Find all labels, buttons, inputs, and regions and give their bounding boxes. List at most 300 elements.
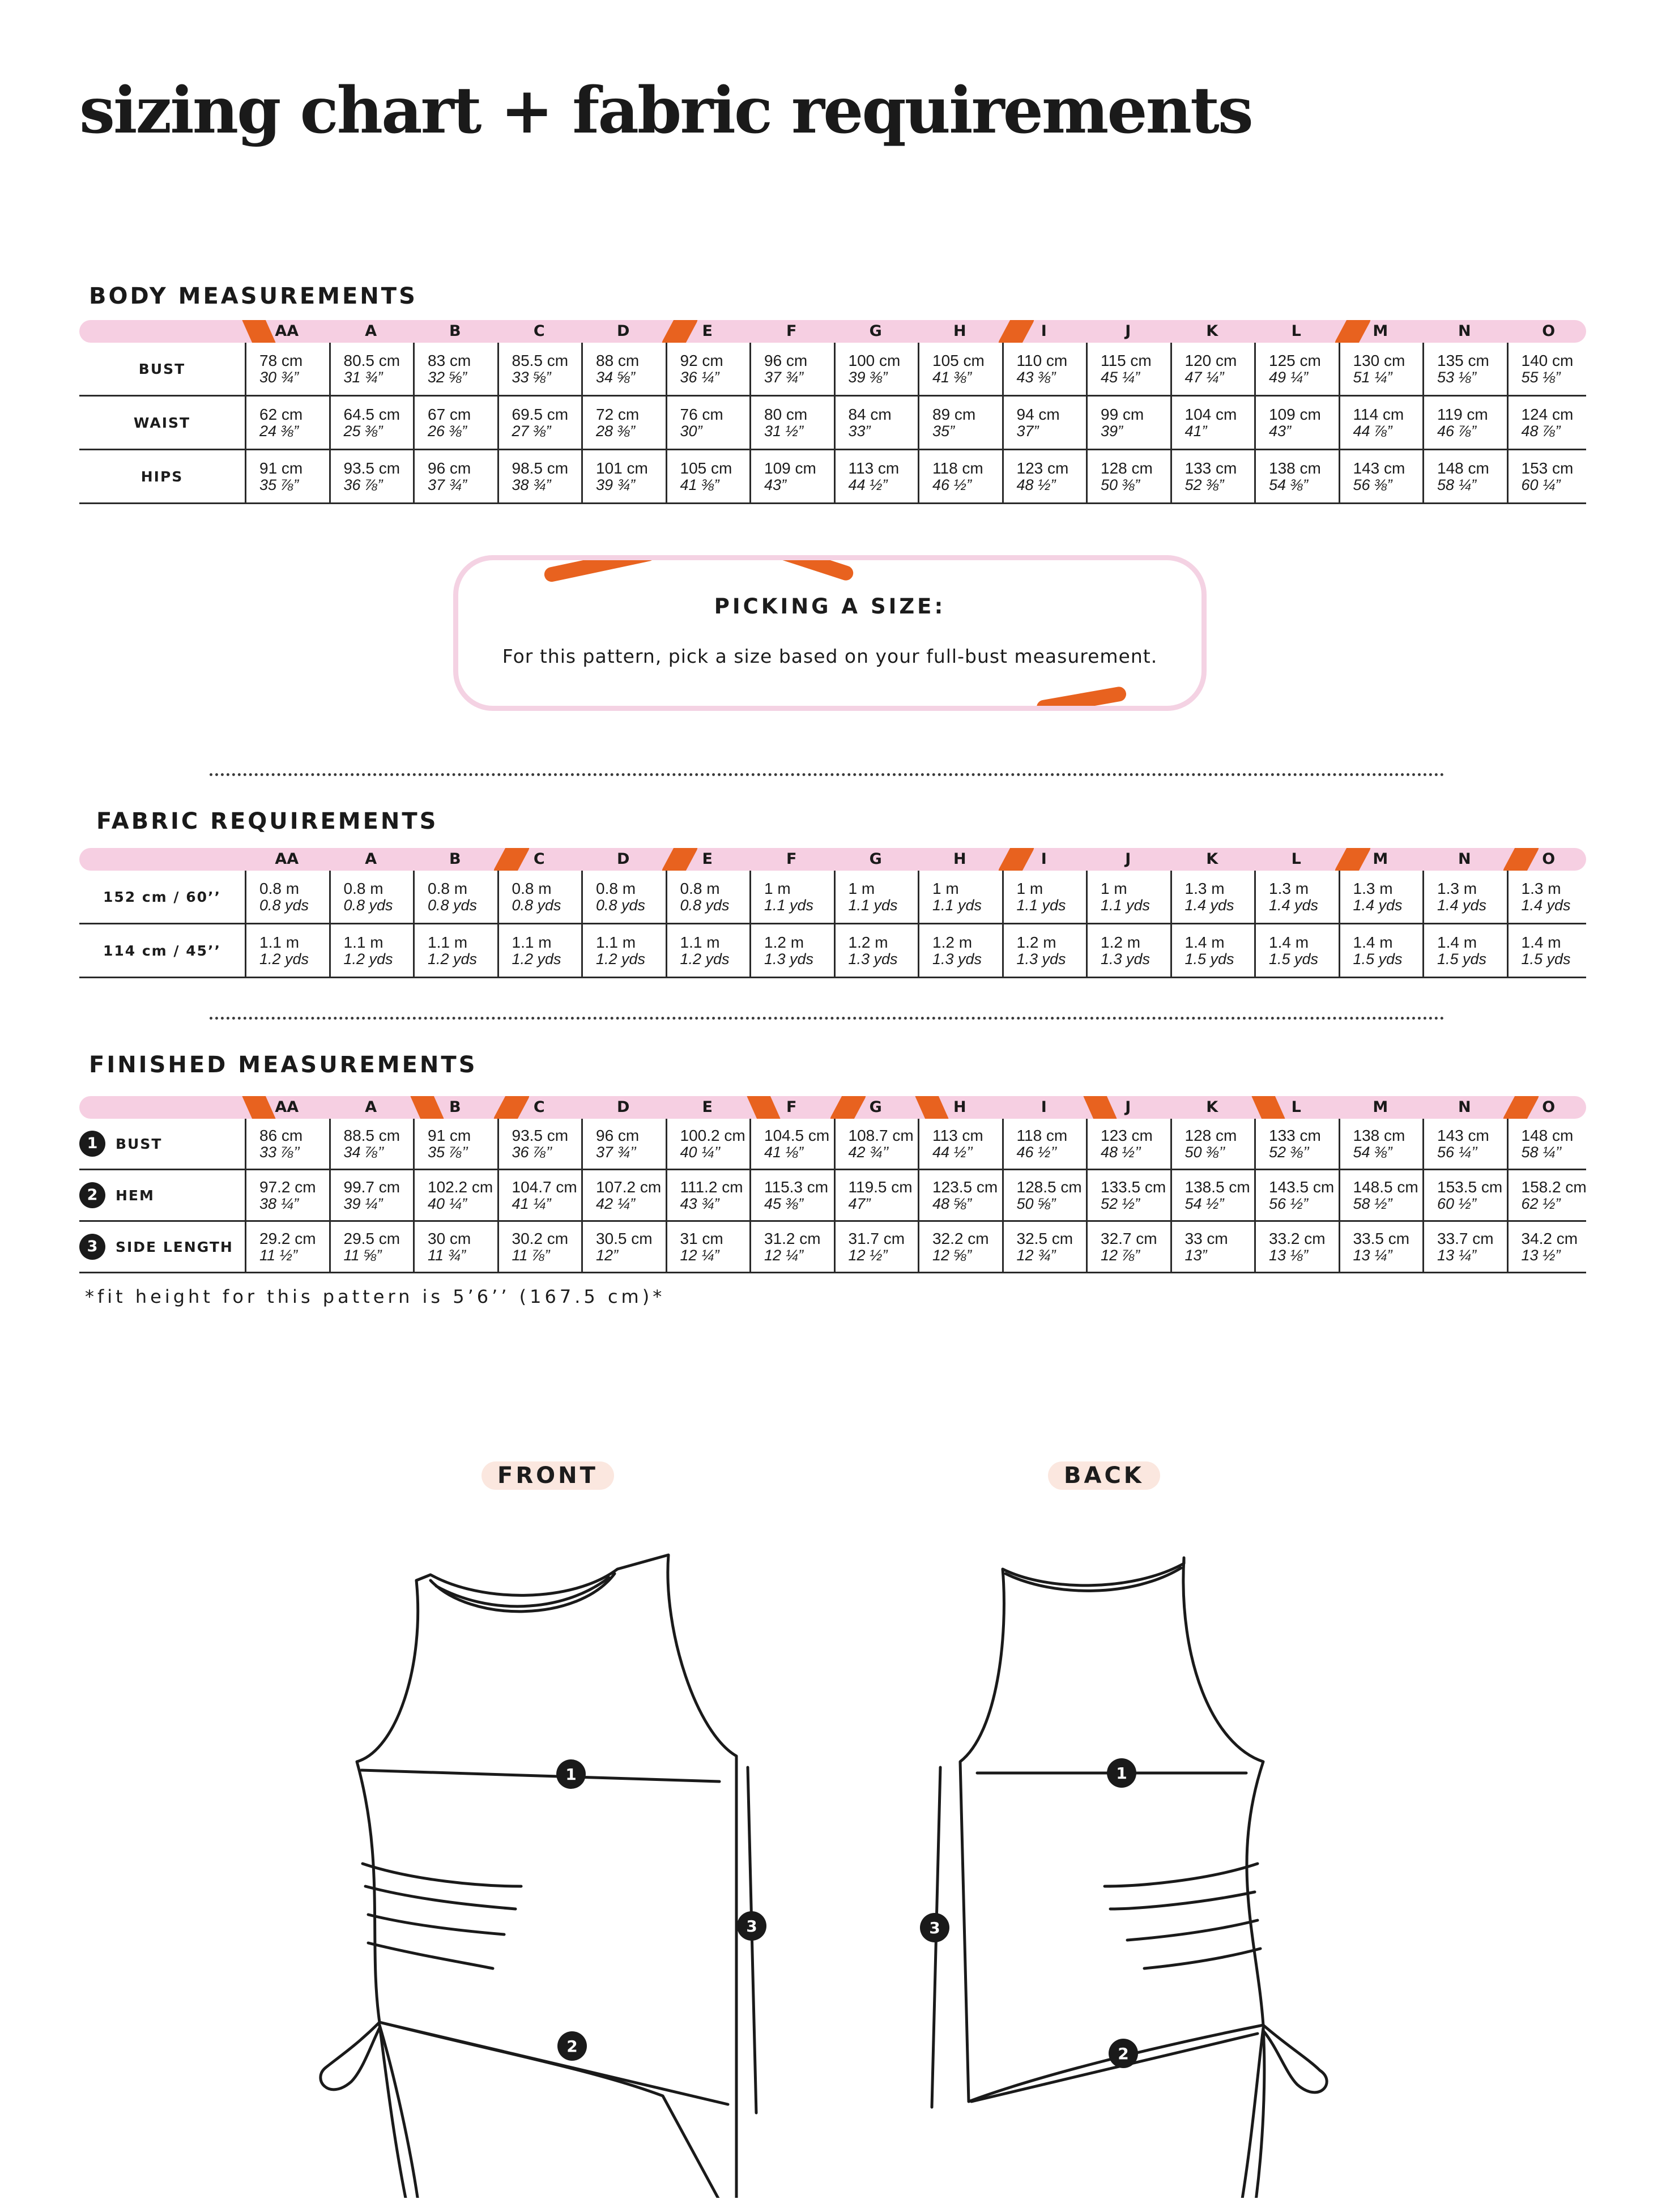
imperial-value: 52 ½” [1101,1195,1140,1212]
body-measurements-table [79,320,1586,504]
metric-value: 110 cm [1016,352,1068,369]
metric-value: 97.2 cm [259,1178,316,1196]
metric-value: 31 cm [680,1230,723,1247]
imperial-value: 43” [1269,423,1292,440]
imperial-value: 1.2 yds [512,951,561,968]
imperial-value: 39 ⅜” [848,369,888,386]
measurement-cell [1422,450,1507,502]
measurement-cell [834,450,918,502]
metric-value: 1.1 m [680,934,720,951]
imperial-value: 52 ⅜” [1184,476,1224,493]
measurement-cell [1339,1170,1423,1220]
decorative-swoosh [1036,685,1127,711]
measurement-cell [918,1222,1002,1272]
metric-value: 32.2 cm [932,1230,989,1247]
imperial-value: 0.8 yds [512,897,561,914]
table-row [79,871,1586,924]
measurement-cell [666,397,750,449]
metric-value: 99 cm [1101,406,1144,423]
measurement-cell [1254,1170,1339,1220]
imperial-value: 34 ⅞’’ [343,1144,384,1161]
imperial-value: 25 ⅜” [343,423,383,440]
size-label: AA [275,322,299,340]
size-label: F [786,1098,797,1116]
measurement-cell [1422,343,1507,395]
front-view-label: FRONT [482,1461,614,1490]
size-label: G [869,322,882,340]
metric-value: 83 cm [428,352,471,369]
size-label: B [449,1098,461,1116]
size-label: C [533,1098,545,1116]
measurement-cell [581,1119,666,1169]
metric-value: 0.8 m [680,880,720,897]
imperial-value: 13 ¼” [1437,1247,1477,1264]
metric-value: 1.1 m [596,934,636,951]
metric-value: 104 cm [1184,406,1237,423]
metric-value: 31.7 cm [848,1230,905,1247]
imperial-value: 48 ⅝” [932,1195,972,1212]
metric-value: 138 cm [1269,459,1321,477]
measurement-cell [834,343,918,395]
measurement-cell [1170,1222,1255,1272]
row-label-text: 114 cm / 45’’ [103,942,221,959]
imperial-value: 12 ⅝” [932,1247,972,1264]
metric-value: 96 cm [428,459,471,477]
imperial-value: 1.2 yds [259,951,309,968]
metric-value: 153 cm [1521,459,1574,477]
row-label [79,397,245,449]
metric-value: 1 m [848,880,875,897]
measurement-cell [1170,397,1255,449]
measurement-cell [749,1119,834,1169]
measurement-cell [1254,450,1339,502]
metric-value: 0.8 m [259,880,300,897]
imperial-value: 1.4 yds [1269,897,1319,914]
measurement-cell [834,1119,918,1169]
imperial-value: 41 ¼” [512,1195,551,1212]
measurement-cell [1422,1119,1507,1169]
hem-marker-number: 2 [566,2037,578,2056]
picking-a-size-title: PICKING A SIZE: [714,594,946,619]
imperial-value: 31 ½” [764,423,804,440]
dotted-divider [210,1017,1445,1020]
metric-value: 115 cm [1101,352,1152,369]
metric-value: 119 cm [1437,406,1488,423]
measurement-cell [1422,397,1507,449]
imperial-value: 12 ¼” [764,1247,804,1264]
measurement-cell [1507,450,1591,502]
measurement-cell [1086,871,1170,923]
imperial-value: 1.3 yds [764,951,814,968]
metric-value: 1.3 m [1269,880,1309,897]
metric-value: 64.5 cm [343,406,400,423]
metric-value: 120 cm [1184,352,1237,369]
measurement-cell [581,871,666,923]
table-row [79,924,1586,978]
imperial-value: 34 ⅝” [596,369,636,386]
size-header-bar [79,848,1586,871]
size-label: A [365,322,377,340]
row-label-text: BUST [138,360,186,377]
imperial-value: 44 ⅞” [1353,423,1392,440]
imperial-value: 46 ½” [932,476,972,493]
measurement-cell [1254,1222,1339,1272]
imperial-value: 30 ¾” [259,369,299,386]
size-label: E [702,850,713,868]
imperial-value: 54 ½” [1184,1195,1224,1212]
measurement-cell [1422,1222,1507,1272]
measurement-cell [329,343,414,395]
imperial-value: 35 ⅞” [259,476,299,493]
metric-value: 78 cm [259,352,303,369]
measurement-cell [245,871,329,923]
imperial-value: 37 ¾” [428,476,467,493]
imperial-value: 1.5 yds [1269,951,1319,968]
size-label: G [869,1098,882,1116]
measurement-cell [1002,871,1086,923]
metric-value: 86 cm [259,1127,303,1144]
metric-value: 1.4 m [1353,934,1393,951]
row-label-text: HEM [116,1187,155,1204]
measurement-cell [749,1170,834,1220]
metric-value: 124 cm [1521,406,1574,423]
imperial-value: 43” [764,476,787,493]
measurement-cell [413,450,497,502]
metric-value: 98.5 cm [512,459,569,477]
measurement-cell [245,1222,329,1272]
size-label: M [1373,850,1388,868]
imperial-value: 12 ⅞” [1101,1247,1140,1264]
row-label [79,1222,245,1272]
metric-value: 1.4 m [1184,934,1225,951]
measurement-cell [1170,871,1255,923]
imperial-value: 12” [596,1247,619,1264]
measurement-cell [1339,397,1423,449]
imperial-value: 1.5 yds [1353,951,1403,968]
measurement-cell [918,343,1002,395]
metric-value: 100 cm [848,352,901,369]
measurement-cell [497,397,582,449]
table-row [79,1222,1586,1273]
metric-value: 119.5 cm [848,1178,913,1196]
metric-value: 88 cm [596,352,640,369]
metric-value: 107.2 cm [596,1178,662,1196]
imperial-value: 42 ¼” [596,1195,636,1212]
imperial-value: 32 ⅝” [428,369,467,386]
imperial-value: 33 ⅞’’ [259,1144,300,1161]
size-label: H [953,850,966,868]
metric-value: 1.2 m [848,934,888,951]
measurement-cell [413,1170,497,1220]
size-label: A [365,850,377,868]
page-title: sizing chart + fabric requirements [79,74,1252,148]
imperial-value: 43 ¾” [680,1195,719,1212]
metric-value: 0.8 m [343,880,384,897]
metric-value: 85.5 cm [512,352,569,369]
imperial-value: 45 ⅜” [764,1195,804,1212]
imperial-value: 1.5 yds [1437,951,1487,968]
size-label: J [1125,322,1131,340]
measurement-cell [1086,397,1170,449]
size-label: N [1458,850,1471,868]
imperial-value: 0.8 yds [596,897,646,914]
metric-value: 123 cm [1016,459,1069,477]
metric-value: 29.2 cm [259,1230,316,1247]
metric-value: 128.5 cm [1016,1178,1082,1196]
table-row [79,1119,1586,1170]
measurement-cell [666,450,750,502]
measurement-cell [666,1222,750,1272]
row-label [79,450,245,502]
imperial-value: 41” [1184,423,1207,440]
imperial-value: 1.1 yds [1016,897,1066,914]
measurement-cell [245,924,329,977]
table-row [79,450,1586,504]
measurement-cell [749,871,834,923]
metric-value: 135 cm [1437,352,1489,369]
measurement-cell [1507,871,1591,923]
dotted-divider [210,773,1445,776]
imperial-value: 35 ⅞’’ [428,1144,468,1161]
imperial-value: 12 ½” [848,1247,888,1264]
measurement-cell [581,343,666,395]
measurement-cell [666,924,750,977]
imperial-value: 36 ⅞” [343,476,383,493]
imperial-value: 48 ½’’ [1101,1144,1141,1161]
imperial-value: 13 ⅛” [1269,1247,1309,1264]
metric-value: 31.2 cm [764,1230,821,1247]
picking-a-size-box [453,555,1207,711]
imperial-value: 41 ⅜” [680,476,719,493]
imperial-value: 41 ⅜” [932,369,972,386]
imperial-value: 37 ¾’’ [596,1144,637,1161]
measurement-cell [918,397,1002,449]
fit-height-note: *fit height for this pattern is 5’6’’ (167.5 cm)* [85,1286,666,1307]
size-header-bar [79,320,1586,343]
metric-value: 133 cm [1269,1127,1321,1144]
metric-value: 67 cm [428,406,471,423]
size-label: L [1291,850,1301,868]
decorative-swoosh [543,555,657,583]
size-label: D [617,1098,630,1116]
measurement-cell [1002,1119,1086,1169]
row-label-text: 152 cm / 60’’ [103,888,221,905]
measurement-cell [918,1119,1002,1169]
imperial-value: 35” [932,423,955,440]
measurement-cell [1254,924,1339,977]
metric-value: 100.2 cm [680,1127,745,1144]
imperial-value: 33 ⅝” [512,369,551,386]
imperial-value: 36 ⅞’’ [512,1144,552,1161]
measurement-cell [581,450,666,502]
size-label: O [1542,850,1556,868]
imperial-value: 1.3 yds [1016,951,1066,968]
size-label: B [449,850,461,868]
imperial-value: 0.8 yds [428,897,478,914]
imperial-value: 33” [848,423,871,440]
imperial-value: 1.1 yds [1101,897,1151,914]
metric-value: 109 cm [1269,406,1321,423]
imperial-value: 62 ½” [1521,1195,1561,1212]
imperial-value: 50 ⅜’’ [1184,1144,1225,1161]
metric-value: 109 cm [764,459,816,477]
metric-value: 101 cm [596,459,648,477]
measurement-cell [834,1222,918,1272]
imperial-value: 55 ⅛” [1521,369,1561,386]
metric-value: 104.7 cm [512,1178,577,1196]
metric-value: 69.5 cm [512,406,569,423]
metric-value: 143 cm [1353,459,1405,477]
measurement-cell [749,1222,834,1272]
metric-value: 1 m [1016,880,1043,897]
measurement-cell [666,1119,750,1169]
measurement-cell [749,397,834,449]
bust-marker-number: 1 [1116,1764,1127,1783]
measurement-cell [1339,871,1423,923]
imperial-value: 1.4 yds [1353,897,1403,914]
size-label: C [533,850,545,868]
metric-value: 34.2 cm [1521,1230,1578,1247]
metric-value: 143.5 cm [1269,1178,1335,1196]
imperial-value: 39 ¼” [343,1195,383,1212]
metric-value: 30.2 cm [512,1230,569,1247]
metric-value: 1.3 m [1353,880,1393,897]
size-label: F [786,850,797,868]
imperial-value: 1.1 yds [932,897,982,914]
metric-value: 1.3 m [1437,880,1477,897]
metric-value: 105 cm [680,459,732,477]
metric-value: 138 cm [1353,1127,1405,1144]
imperial-value: 38 ¼” [259,1195,299,1212]
imperial-value: 51 ¼” [1353,369,1392,386]
measurement-cell [834,924,918,977]
size-label: B [449,322,461,340]
measurement-cell [666,1170,750,1220]
measurement-cell [1254,397,1339,449]
imperial-value: 41 ⅛” [764,1144,804,1161]
imperial-value: 47 ¼” [1184,369,1224,386]
size-label: I [1041,850,1047,868]
metric-value: 32.5 cm [1016,1230,1073,1247]
row-label-text: WAIST [133,414,191,431]
metric-value: 108.7 cm [848,1127,914,1144]
metric-value: 113 cm [932,1127,983,1144]
imperial-value: 30” [680,423,702,440]
measurement-cell [834,1170,918,1220]
measurement-cell [1002,924,1086,977]
metric-value: 123 cm [1101,1127,1153,1144]
size-label: N [1458,1098,1471,1116]
metric-value: 115.3 cm [764,1178,829,1196]
imperial-value: 27 ⅜” [512,423,551,440]
size-label: AA [275,850,299,868]
row-label-text: HIPS [140,468,184,485]
size-label: I [1041,1098,1047,1116]
size-header-bar [79,1096,1586,1119]
metric-value: 93.5 cm [343,459,400,477]
metric-value: 111.2 cm [680,1178,743,1196]
imperial-value: 46 ⅞” [1437,423,1477,440]
metric-value: 1.2 m [1016,934,1056,951]
imperial-value: 44 ½’’ [932,1144,973,1161]
measurement-cell [1507,924,1591,977]
measurement-cell [245,343,329,395]
imperial-value: 1.3 yds [1101,951,1151,968]
size-label: L [1291,322,1301,340]
metric-value: 1.2 m [1101,934,1141,951]
measurement-cell [1507,343,1591,395]
measurement-cell [329,871,414,923]
metric-value: 33.5 cm [1353,1230,1410,1247]
measurement-cell [413,1119,497,1169]
measurement-cell [834,397,918,449]
metric-value: 158.2 cm [1521,1178,1587,1196]
imperial-value: 49 ¼” [1269,369,1309,386]
metric-value: 1.1 m [343,934,384,951]
metric-value: 33.2 cm [1269,1230,1326,1247]
imperial-value: 1.1 yds [764,897,814,914]
row-label [79,343,245,395]
row-label [79,871,245,923]
imperial-value: 48 ½” [1016,476,1056,493]
measurement-cell [497,1222,582,1272]
measurement-cell [497,343,582,395]
metric-value: 1.2 m [764,934,804,951]
metric-value: 140 cm [1521,352,1574,369]
imperial-value: 37” [1016,423,1039,440]
imperial-value: 1.4 yds [1184,897,1234,914]
metric-value: 32.7 cm [1101,1230,1157,1247]
imperial-value: 52 ⅜’’ [1269,1144,1310,1161]
measurement-cell [497,450,582,502]
fabric-requirements-heading: FABRIC REQUIREMENTS [96,808,438,834]
measurement-cell [1170,343,1255,395]
metric-value: 1.1 m [259,934,300,951]
metric-value: 118 cm [932,459,983,477]
imperial-value: 48 ⅞” [1521,423,1561,440]
measurement-cell [1002,1222,1086,1272]
imperial-value: 36 ¼” [680,369,719,386]
metric-value: 72 cm [596,406,640,423]
metric-value: 0.8 m [428,880,468,897]
metric-value: 84 cm [848,406,892,423]
measurement-cell [1086,1170,1170,1220]
measurement-cell [749,924,834,977]
table-row [79,343,1586,397]
bust-measure-line [361,1770,719,1781]
measurement-cell [1422,924,1507,977]
measurement-cell [1170,924,1255,977]
imperial-value: 58 ¼’’ [1521,1144,1562,1161]
imperial-value: 1.5 yds [1184,951,1234,968]
measurement-cell [1170,1170,1255,1220]
measurement-cell [1339,924,1423,977]
imperial-value: 39 ¾” [596,476,636,493]
imperial-value: 50 ⅜” [1101,476,1140,493]
garment-outline [960,1558,1263,2102]
bust-marker-number: 1 [565,1765,577,1784]
imperial-value: 1.1 yds [848,897,898,914]
imperial-value: 1.5 yds [1521,951,1571,968]
metric-value: 113 cm [848,459,900,477]
measurement-cell [497,1170,582,1220]
metric-value: 91 cm [259,459,303,477]
measurement-cell [1339,1119,1423,1169]
measurement-cell [329,450,414,502]
imperial-value: 1.2 yds [680,951,730,968]
metric-value: 99.7 cm [343,1178,400,1196]
side-length-marker-number: 3 [746,1917,757,1936]
